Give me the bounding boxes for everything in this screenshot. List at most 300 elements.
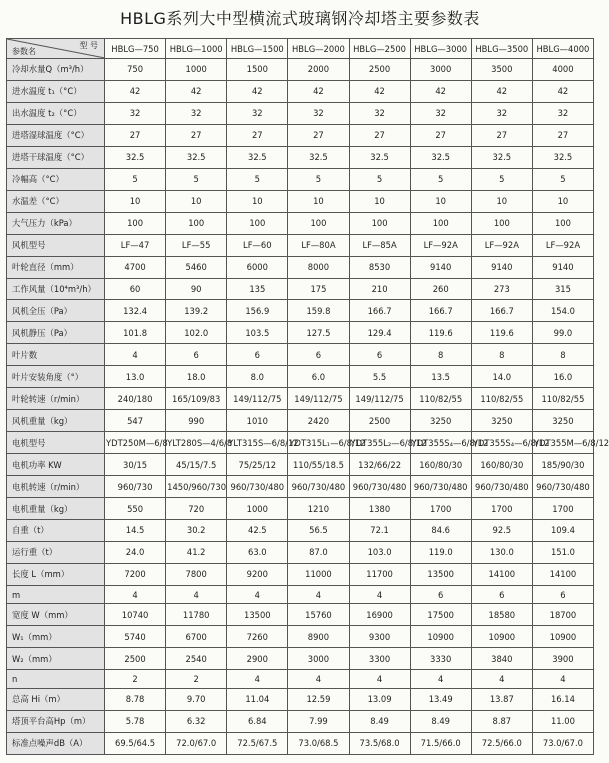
- table-cell: 130.0: [471, 541, 532, 563]
- model-header-cell: HBLG—2500: [349, 39, 410, 59]
- table-cell: 99.0: [532, 322, 593, 344]
- table-row: [7, 710, 594, 732]
- table-cell: 73.5/68.0: [349, 732, 410, 754]
- parameter-table-body: [7, 39, 609, 755]
- table-cell: 42: [349, 80, 410, 102]
- table-row: [7, 648, 594, 670]
- table-cell: LF—85A: [349, 234, 410, 256]
- table-row: [7, 563, 594, 585]
- table-cell: 210: [349, 278, 410, 300]
- table-cell: 6: [410, 585, 471, 604]
- table-cell: 1450/960/730: [166, 476, 227, 498]
- table-cell: 27: [532, 124, 593, 146]
- row-label: 风机重量（kg）: [7, 410, 105, 432]
- table-cell: 9140: [410, 256, 471, 278]
- table-cell: 2000: [288, 59, 349, 81]
- row-label: 冷却水量Q（m³/h）: [7, 59, 105, 81]
- table-cell: 110/82/55: [410, 388, 471, 410]
- table-cell: 6700: [166, 626, 227, 648]
- table-cell: 27: [349, 124, 410, 146]
- table-cell: 547: [105, 410, 166, 432]
- model-header-cell: HBLG—3500: [471, 39, 532, 59]
- table-cell: 41.2: [166, 541, 227, 563]
- table-cell: 101.8: [105, 322, 166, 344]
- table-cell: 4000: [532, 59, 593, 81]
- table-cell: 119.0: [410, 541, 471, 563]
- table-cell: 8.87: [471, 710, 532, 732]
- table-cell: 3900: [532, 648, 593, 670]
- table-cell: 13.5: [410, 366, 471, 388]
- table-cell: 42: [166, 80, 227, 102]
- table-row: [7, 732, 594, 754]
- table-cell: 109.4: [532, 520, 593, 542]
- table-cell: 119.6: [471, 322, 532, 344]
- table-row: [7, 388, 594, 410]
- table-cell: 960/730/480: [532, 476, 593, 498]
- table-row: [7, 626, 594, 648]
- table-cell: 100: [410, 212, 471, 234]
- row-label: 塔顶平台高Hp（m）: [7, 710, 105, 732]
- table-cell: 100: [349, 212, 410, 234]
- table-row: [7, 234, 594, 256]
- table-cell: 102.0: [166, 322, 227, 344]
- model-header-cell: HBLG—4000: [532, 39, 593, 59]
- table-cell: 6: [532, 585, 593, 604]
- table-cell: 11700: [349, 563, 410, 585]
- table-row: [7, 278, 594, 300]
- table-cell: 73.0/67.0: [532, 732, 593, 754]
- table-cell: 139.2: [166, 300, 227, 322]
- row-label: 风机全压（Pa）: [7, 300, 105, 322]
- table-cell: 159.8: [288, 300, 349, 322]
- table-cell: 10: [349, 190, 410, 212]
- table-cell: 5: [410, 168, 471, 190]
- table-cell: YDT250M—6/8: [105, 432, 166, 454]
- table-row: [7, 256, 594, 278]
- table-cell: 32.5: [349, 146, 410, 168]
- table-cell: 11000: [288, 563, 349, 585]
- table-cell: 119.6: [410, 322, 471, 344]
- table-cell: 11.00: [532, 710, 593, 732]
- table-row: [7, 124, 594, 146]
- table-cell: 3000: [288, 648, 349, 670]
- table-cell: 27: [227, 124, 288, 146]
- table-cell: 273: [471, 278, 532, 300]
- table-cell: 110/82/55: [532, 388, 593, 410]
- table-cell: 24.0: [105, 541, 166, 563]
- table-cell: LF—80A: [288, 234, 349, 256]
- table-cell: 3300: [349, 648, 410, 670]
- table-cell: 1000: [227, 498, 288, 520]
- table-cell: 960/730: [105, 476, 166, 498]
- table-row: [7, 585, 594, 604]
- table-cell: 960/730/480: [288, 476, 349, 498]
- row-label: 工作风量（10⁴m³/h）: [7, 278, 105, 300]
- table-cell: 1700: [471, 498, 532, 520]
- table-cell: 7.99: [288, 710, 349, 732]
- table-cell: 5: [349, 168, 410, 190]
- table-row: [7, 300, 594, 322]
- table-cell: 9140: [471, 256, 532, 278]
- row-label: 长度 L（mm）: [7, 563, 105, 585]
- table-cell: 6.0: [288, 366, 349, 388]
- table-cell: LF—92A: [410, 234, 471, 256]
- model-header-cell: HBLG—750: [105, 39, 166, 59]
- table-cell: 260: [410, 278, 471, 300]
- table-cell: 960/730/480: [349, 476, 410, 498]
- row-label: 冷幅高（°C）: [7, 168, 105, 190]
- table-cell: 6.32: [166, 710, 227, 732]
- table-cell: 6: [349, 344, 410, 366]
- table-row: [7, 168, 594, 190]
- table-cell: 27: [166, 124, 227, 146]
- table-cell: 32: [471, 102, 532, 124]
- row-label: 大气压力（kPa）: [7, 212, 105, 234]
- table-cell: LF—55: [166, 234, 227, 256]
- table-cell: 103.5: [227, 322, 288, 344]
- table-cell: 151.0: [532, 541, 593, 563]
- table-row: [7, 520, 594, 542]
- table-cell: 13.0: [105, 366, 166, 388]
- table-cell: 69.5/64.5: [105, 732, 166, 754]
- table-cell: 42: [471, 80, 532, 102]
- table-cell: 10: [410, 190, 471, 212]
- row-label: 标准点噪声dB（A）: [7, 732, 105, 754]
- row-label: 运行重（t）: [7, 541, 105, 563]
- table-cell: 166.7: [410, 300, 471, 322]
- table-cell: 8.49: [410, 710, 471, 732]
- table-cell: 4: [227, 670, 288, 689]
- table-cell: 18700: [532, 604, 593, 626]
- table-cell: 16900: [349, 604, 410, 626]
- table-cell: 185/90/30: [532, 454, 593, 476]
- table-cell: 129.4: [349, 322, 410, 344]
- table-cell: LF—92A: [532, 234, 593, 256]
- table-cell: 149/112/75: [288, 388, 349, 410]
- table-header-row: [7, 39, 594, 59]
- table-cell: 156.9: [227, 300, 288, 322]
- table-cell: 100: [288, 212, 349, 234]
- table-cell: 5: [532, 168, 593, 190]
- row-label: 出水温度 t₂（°C）: [7, 102, 105, 124]
- model-header-cell: HBLG—2000: [288, 39, 349, 59]
- table-cell: 100: [532, 212, 593, 234]
- model-header-cell: HBLG—1000: [166, 39, 227, 59]
- table-cell: 32: [166, 102, 227, 124]
- table-cell: 11.04: [227, 688, 288, 710]
- row-label: n: [7, 670, 105, 689]
- table-cell: 127.5: [288, 322, 349, 344]
- table-cell: 42: [105, 80, 166, 102]
- table-row: [7, 146, 594, 168]
- table-row: [7, 541, 594, 563]
- table-cell: 18580: [471, 604, 532, 626]
- table-cell: 8900: [288, 626, 349, 648]
- table-cell: 32.5: [410, 146, 471, 168]
- table-cell: 13.87: [471, 688, 532, 710]
- table-cell: 87.0: [288, 541, 349, 563]
- table-cell: 7260: [227, 626, 288, 648]
- table-cell: 1380: [349, 498, 410, 520]
- table-cell: 100: [471, 212, 532, 234]
- table-cell: 15760: [288, 604, 349, 626]
- table-cell: 32.5: [288, 146, 349, 168]
- table-cell: 42: [410, 80, 471, 102]
- table-cell: 27: [288, 124, 349, 146]
- table-cell: YDT315L₁—6/8/12: [288, 432, 349, 454]
- table-cell: 42: [532, 80, 593, 102]
- table-cell: 73.0/68.5: [288, 732, 349, 754]
- table-cell: 960/730/480: [227, 476, 288, 498]
- table-cell: 6: [227, 344, 288, 366]
- table-cell: 5740: [105, 626, 166, 648]
- table-cell: 5: [227, 168, 288, 190]
- table-cell: 14100: [471, 563, 532, 585]
- table-cell: 11780: [166, 604, 227, 626]
- table-cell: 14100: [532, 563, 593, 585]
- table-cell: LF—60: [227, 234, 288, 256]
- table-cell: LF—47: [105, 234, 166, 256]
- table-cell: 4: [288, 670, 349, 689]
- table-cell: 16.0: [532, 366, 593, 388]
- row-label: 进塔湿球温度（°C）: [7, 124, 105, 146]
- table-row: [7, 366, 594, 388]
- table-cell: 3250: [471, 410, 532, 432]
- table-cell: 1210: [288, 498, 349, 520]
- table-cell: 110/55/18.5: [288, 454, 349, 476]
- table-cell: 14.0: [471, 366, 532, 388]
- table-cell: 1500: [227, 59, 288, 81]
- table-cell: 103.0: [349, 541, 410, 563]
- table-cell: 72.5/66.0: [471, 732, 532, 754]
- table-cell: 10: [471, 190, 532, 212]
- corner-param-label: 参数名: [12, 47, 36, 56]
- table-cell: 3000: [410, 59, 471, 81]
- table-cell: 32.5: [105, 146, 166, 168]
- table-cell: YDT355S₄—6/8/12: [471, 432, 532, 454]
- table-cell: 32: [288, 102, 349, 124]
- table-cell: 18.0: [166, 366, 227, 388]
- table-cell: 32.5: [166, 146, 227, 168]
- table-cell: 3250: [410, 410, 471, 432]
- table-cell: 27: [410, 124, 471, 146]
- table-cell: 14.5: [105, 520, 166, 542]
- row-label: 电机型号: [7, 432, 105, 454]
- row-label: 叶轮直径（mm）: [7, 256, 105, 278]
- table-cell: 6: [288, 344, 349, 366]
- table-row: [7, 102, 594, 124]
- table-cell: 720: [166, 498, 227, 520]
- table-cell: 8000: [288, 256, 349, 278]
- table-cell: 32.5: [471, 146, 532, 168]
- table-cell: 10900: [532, 626, 593, 648]
- table-cell: 8.0: [227, 366, 288, 388]
- table-cell: 9200: [227, 563, 288, 585]
- table-row: [7, 432, 594, 454]
- table-corner-cell: [7, 39, 105, 59]
- table-cell: 960/730/480: [410, 476, 471, 498]
- row-label: 叶片数: [7, 344, 105, 366]
- table-cell: 100: [166, 212, 227, 234]
- table-cell: 240/180: [105, 388, 166, 410]
- table-cell: 9300: [349, 626, 410, 648]
- table-cell: 84.6: [410, 520, 471, 542]
- table-cell: 9.70: [166, 688, 227, 710]
- table-cell: YLT280S—4/6/8: [166, 432, 227, 454]
- table-cell: 10: [105, 190, 166, 212]
- table-cell: 2: [105, 670, 166, 689]
- table-cell: 2: [166, 670, 227, 689]
- table-cell: 32: [349, 102, 410, 124]
- table-row: [7, 604, 594, 626]
- table-cell: 5: [471, 168, 532, 190]
- table-cell: 92.5: [471, 520, 532, 542]
- table-cell: 6000: [227, 256, 288, 278]
- table-cell: 63.0: [227, 541, 288, 563]
- table-cell: 960/730/480: [471, 476, 532, 498]
- table-cell: 2900: [227, 648, 288, 670]
- table-cell: 9140: [532, 256, 593, 278]
- table-cell: 154.0: [532, 300, 593, 322]
- table-cell: 42: [288, 80, 349, 102]
- table-row: [7, 212, 594, 234]
- table-cell: 132/66/22: [349, 454, 410, 476]
- table-cell: 10740: [105, 604, 166, 626]
- table-cell: 56.5: [288, 520, 349, 542]
- table-row: [7, 190, 594, 212]
- table-cell: 42: [227, 80, 288, 102]
- table-cell: 100: [227, 212, 288, 234]
- table-cell: 175: [288, 278, 349, 300]
- table-cell: 72.1: [349, 520, 410, 542]
- table-cell: YDT355L₂—6/8/12: [349, 432, 410, 454]
- table-cell: 10900: [471, 626, 532, 648]
- table-cell: 4: [227, 585, 288, 604]
- table-cell: 160/80/30: [471, 454, 532, 476]
- table-row: [7, 688, 594, 710]
- table-cell: 5460: [166, 256, 227, 278]
- table-cell: 4: [105, 585, 166, 604]
- table-cell: 71.5/66.0: [410, 732, 471, 754]
- table-cell: 5.5: [349, 366, 410, 388]
- table-row: [7, 80, 594, 102]
- row-label: 风机静压（Pa）: [7, 322, 105, 344]
- page-title: HBLG系列大中型横流式玻璃钢冷却塔主要参数表: [120, 9, 480, 28]
- table-cell: YLT315S—6/8/12: [227, 432, 288, 454]
- table-cell: 10: [166, 190, 227, 212]
- row-label: 总高 Hi（m）: [7, 688, 105, 710]
- table-cell: 30/15: [105, 454, 166, 476]
- table-cell: 7200: [105, 563, 166, 585]
- table-cell: 110/82/55: [471, 388, 532, 410]
- table-cell: 8: [410, 344, 471, 366]
- table-cell: 30.2: [166, 520, 227, 542]
- table-cell: 1010: [227, 410, 288, 432]
- table-cell: 13500: [410, 563, 471, 585]
- parameter-table: [6, 38, 609, 755]
- table-cell: 13.49: [410, 688, 471, 710]
- table-cell: 1700: [532, 498, 593, 520]
- table-cell: 42.5: [227, 520, 288, 542]
- table-cell: 7800: [166, 563, 227, 585]
- table-cell: 3250: [532, 410, 593, 432]
- table-cell: 5: [105, 168, 166, 190]
- table-cell: 10: [288, 190, 349, 212]
- table-row: [7, 322, 594, 344]
- table-cell: 8530: [349, 256, 410, 278]
- table-cell: 990: [166, 410, 227, 432]
- table-cell: 16.14: [532, 688, 593, 710]
- table-cell: 4: [288, 585, 349, 604]
- row-label: 宽度 W（mm）: [7, 604, 105, 626]
- table-cell: 135: [227, 278, 288, 300]
- table-cell: 10900: [410, 626, 471, 648]
- model-header-cell: HBLG—3000: [410, 39, 471, 59]
- table-cell: 32: [105, 102, 166, 124]
- table-cell: 3840: [471, 648, 532, 670]
- table-cell: 32: [410, 102, 471, 124]
- table-cell: 2500: [105, 648, 166, 670]
- table-cell: 1000: [166, 59, 227, 81]
- row-label: 叶轮转速（r/min）: [7, 388, 105, 410]
- table-cell: 13.09: [349, 688, 410, 710]
- table-cell: 4: [532, 670, 593, 689]
- table-cell: 90: [166, 278, 227, 300]
- model-header-cell: HBLG—1500: [227, 39, 288, 59]
- table-cell: 12.59: [288, 688, 349, 710]
- row-label: 水温差（°C）: [7, 190, 105, 212]
- row-label: 自重（t）: [7, 520, 105, 542]
- table-cell: 3500: [471, 59, 532, 81]
- table-cell: 60: [105, 278, 166, 300]
- table-row: [7, 498, 594, 520]
- table-cell: 75/25/12: [227, 454, 288, 476]
- table-cell: 315: [532, 278, 593, 300]
- table-cell: 8.78: [105, 688, 166, 710]
- table-cell: 5: [288, 168, 349, 190]
- table-cell: 72.5/67.5: [227, 732, 288, 754]
- table-cell: 5.78: [105, 710, 166, 732]
- table-cell: 45/15/7.5: [166, 454, 227, 476]
- table-cell: 2500: [349, 410, 410, 432]
- table-cell: 6: [166, 344, 227, 366]
- table-cell: 32.5: [532, 146, 593, 168]
- table-cell: YDT355M—6/8/12: [532, 432, 593, 454]
- table-cell: 6.84: [227, 710, 288, 732]
- table-cell: 8: [532, 344, 593, 366]
- row-label: m: [7, 585, 105, 604]
- row-label: W₁（mm）: [7, 626, 105, 648]
- table-cell: 32: [227, 102, 288, 124]
- table-cell: 8: [471, 344, 532, 366]
- row-label: 进水温度 t₁（°C）: [7, 80, 105, 102]
- table-cell: 4: [105, 344, 166, 366]
- table-cell: 17500: [410, 604, 471, 626]
- table-cell: 27: [105, 124, 166, 146]
- row-label: 电机转速（r/min）: [7, 476, 105, 498]
- table-cell: 3330: [410, 648, 471, 670]
- table-cell: 1700: [410, 498, 471, 520]
- table-cell: 750: [105, 59, 166, 81]
- table-cell: 149/112/75: [227, 388, 288, 410]
- table-cell: 27: [471, 124, 532, 146]
- table-cell: 550: [105, 498, 166, 520]
- table-cell: 2540: [166, 648, 227, 670]
- table-cell: 160/80/30: [410, 454, 471, 476]
- table-cell: YDT355S₄—6/8/12: [410, 432, 471, 454]
- table-cell: 72.0/67.0: [166, 732, 227, 754]
- table-row: [7, 476, 594, 498]
